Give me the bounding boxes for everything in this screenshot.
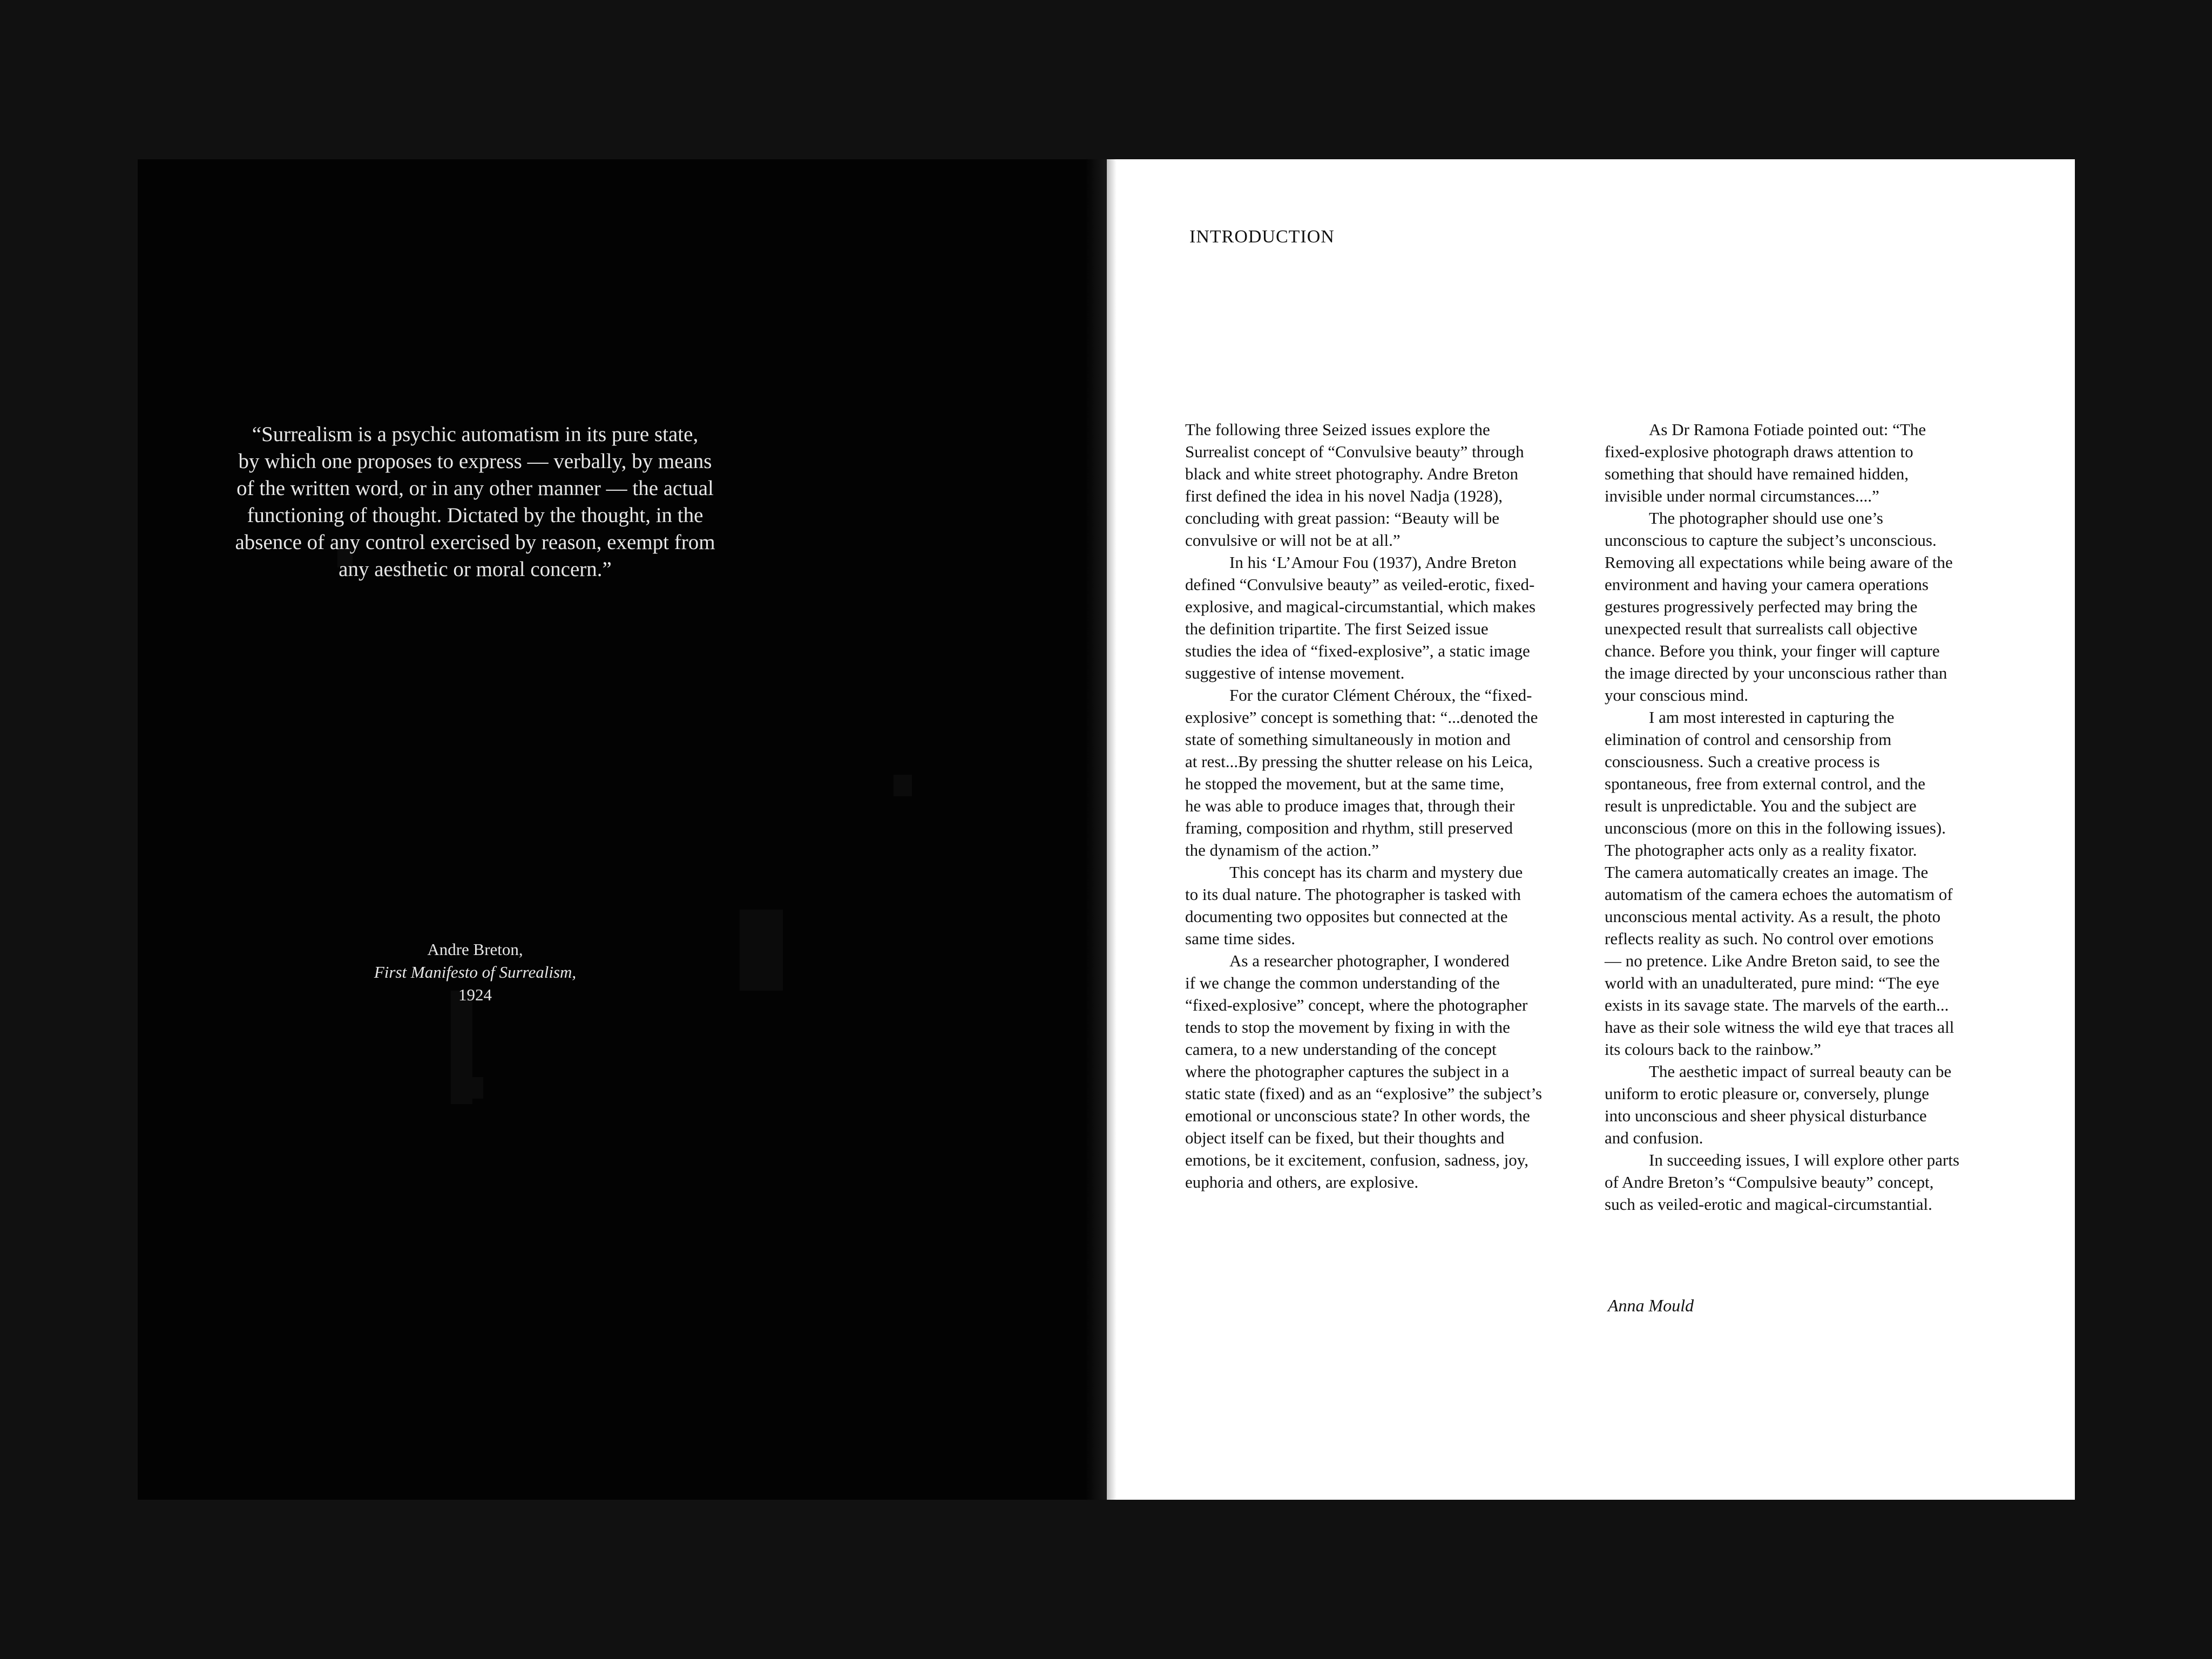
text-line: something that should have remained hidden,	[1605, 464, 1909, 483]
attribution-work: First Manifesto of Surrealism,	[374, 963, 577, 981]
attribution-year: 1924	[458, 985, 492, 1004]
text-line: state of something simultaneously in motion and	[1185, 730, 1511, 749]
text-line: such as veiled-erotic and magical-circumstantial.	[1605, 1195, 1932, 1214]
print-speck	[894, 775, 912, 796]
text-line: fixed-explosive photograph draws attention to	[1605, 442, 1913, 461]
quote-line: “Surrealism is a psychic automatism in its pure state,	[252, 423, 699, 446]
page-heading: INTRODUCTION	[1189, 227, 1335, 247]
text-line: the definition tripartite. The first Seized issue	[1185, 619, 1489, 638]
text-line: result is unpredictable. You and the subject are	[1605, 796, 1917, 815]
text-column-right	[1605, 418, 2015, 1215]
text-line: have as their sole witness the wild eye that traces all	[1605, 1018, 1954, 1037]
text-line: object itself can be fixed, but their thoughts and	[1185, 1128, 1505, 1147]
text-line: its colours back to the rainbow.”	[1605, 1040, 1821, 1059]
text-line: framing, composition and rhythm, still preserved	[1185, 818, 1513, 837]
text-line: spontaneous, free from external control, and the	[1605, 774, 1925, 793]
text-line: gestures progressively perfected may bring the	[1605, 597, 1918, 616]
text-line: concluding with great passion: “Beauty will be	[1185, 509, 1499, 527]
text-line: Surrealist concept of “Convulsive beauty” through	[1185, 442, 1524, 461]
text-column-left	[1185, 418, 1595, 1193]
text-line: elimination of control and censorship from	[1605, 730, 1892, 749]
text-line: explosive” concept is something that: “...denoted the	[1185, 708, 1538, 727]
text-line: In his ‘L’Amour Fou (1937), Andre Breton	[1229, 553, 1517, 572]
text-line: into unconscious and sheer physical disturbance	[1605, 1106, 1927, 1125]
attribution-author: Andre Breton,	[427, 940, 523, 959]
text-line: the image directed by your unconscious rather than	[1605, 663, 1947, 682]
quote-line: absence of any control exercised by reason, exempt from	[235, 531, 715, 554]
text-line: to its dual nature. The photographer is tasked with	[1185, 885, 1521, 904]
text-line: uniform to erotic pleasure or, conversely, plunge	[1605, 1084, 1930, 1103]
text-line: reflects reality as such. No control over emotions	[1605, 929, 1934, 948]
print-speck	[451, 1077, 483, 1099]
text-line: euphoria and others, are explosive.	[1185, 1173, 1419, 1191]
text-line: unexpected result that surrealists call objective	[1605, 619, 1918, 638]
text-line: your conscious mind.	[1605, 686, 1749, 705]
text-line: world with an unadulterated, pure mind: “The eye	[1605, 973, 1939, 992]
text-line: where the photographer captures the subject in a	[1185, 1062, 1509, 1081]
text-line: automatism of the camera echoes the automatism of	[1605, 885, 1953, 904]
text-line: convulsive or will not be at all.”	[1185, 531, 1401, 550]
quote-line: of the written word, or in any other manner — the actual	[236, 477, 714, 500]
text-line: exists in its savage state. The marvels of the earth...	[1605, 996, 1949, 1014]
text-line: suggestive of intense movement.	[1185, 663, 1405, 682]
text-line: at rest...By pressing the shutter release on his Leica,	[1185, 752, 1533, 771]
text-line: unconscious to capture the subject’s unconscious.	[1605, 531, 1937, 550]
text-line: environment and having your camera operations	[1605, 575, 1929, 594]
left-page	[138, 159, 1107, 1500]
text-line: studies the idea of “fixed-explosive”, a static image	[1185, 641, 1530, 660]
text-line: This concept has its charm and mystery due	[1229, 863, 1523, 882]
text-line: he stopped the movement, but at the same time,	[1185, 774, 1504, 793]
text-line: camera, to a new understanding of the concept	[1185, 1040, 1497, 1059]
text-line: consciousness. Such a creative process is	[1605, 752, 1880, 771]
text-line: chance. Before you think, your finger will capture	[1605, 641, 1940, 660]
text-line: The camera automatically creates an image. The	[1605, 863, 1929, 882]
text-line: and confusion.	[1605, 1128, 1703, 1147]
text-line: same time sides.	[1185, 929, 1296, 948]
text-line: The photographer should use one’s	[1649, 509, 1883, 527]
text-line: unconscious (more on this in the following issues).	[1605, 818, 1946, 837]
text-line: if we change the common understanding of the	[1185, 973, 1500, 992]
text-line: Removing all expectations while being aware of the	[1605, 553, 1953, 572]
epigraph-quote	[205, 421, 745, 583]
text-line: For the curator Clément Chéroux, the “fixed-	[1229, 686, 1532, 705]
text-line: documenting two opposites but connected at the	[1185, 907, 1508, 926]
text-line: emotions, be it excitement, confusion, sadness, joy,	[1185, 1150, 1528, 1169]
epigraph-attribution	[313, 938, 637, 1006]
text-line: The photographer acts only as a reality fixator.	[1605, 841, 1917, 859]
author-signature: Anna Mould	[1608, 1296, 1694, 1315]
text-line: first defined the idea in his novel Nadja (1928),	[1185, 486, 1503, 505]
text-line: I am most interested in capturing the	[1649, 708, 1895, 727]
quote-line: any aesthetic or moral concern.”	[339, 558, 612, 581]
text-line: As a researcher photographer, I wondered	[1229, 951, 1510, 970]
text-line: In succeeding issues, I will explore other parts	[1649, 1150, 1960, 1169]
text-line: The following three Seized issues explore the	[1185, 420, 1490, 439]
text-line: emotional or unconscious state? In other words, the	[1185, 1106, 1530, 1125]
text-line: As Dr Ramona Fotiade pointed out: “The	[1649, 420, 1926, 439]
text-line: invisible under normal circumstances....”	[1605, 486, 1879, 505]
text-line: The aesthetic impact of surreal beauty can be	[1649, 1062, 1952, 1081]
text-line: explosive, and magical-circumstantial, which makes	[1185, 597, 1536, 616]
text-line: “fixed-explosive” concept, where the photographer	[1185, 996, 1528, 1014]
text-line: — no pretence. Like Andre Breton said, to see the	[1605, 951, 1940, 970]
text-line: defined “Convulsive beauty” as veiled-erotic, fixed-	[1185, 575, 1535, 594]
text-line: static state (fixed) and as an “explosive” the subject’s	[1185, 1084, 1543, 1103]
print-speck	[740, 910, 783, 991]
text-line: he was able to produce images that, through their	[1185, 796, 1515, 815]
quote-line: functioning of thought. Dictated by the thought, in the	[247, 504, 703, 527]
text-line: tends to stop the movement by fixing in with the	[1185, 1018, 1510, 1037]
text-line: of Andre Breton’s “Compulsive beauty” concept,	[1605, 1173, 1934, 1191]
quote-line: by which one proposes to express — verbally, by means	[238, 450, 712, 473]
text-line: unconscious mental activity. As a result, the photo	[1605, 907, 1941, 926]
text-line: black and white street photography. Andre Breton	[1185, 464, 1518, 483]
text-line: the dynamism of the action.”	[1185, 841, 1379, 859]
